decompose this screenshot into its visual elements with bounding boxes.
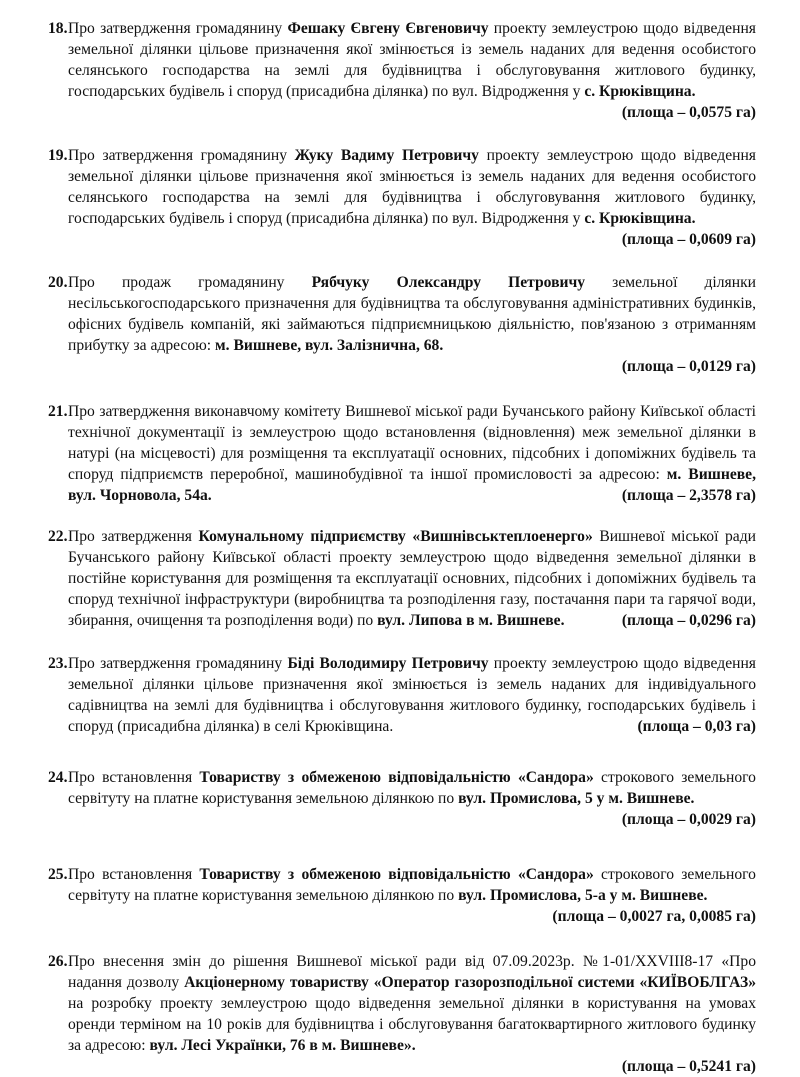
list-item	[48, 526, 756, 631]
item-number: 18 .	[48, 18, 68, 39]
item-number: 23 .	[48, 653, 68, 674]
item-number: 21 .	[48, 401, 68, 422]
organization-name: Комунальному підприємству «Вишнівськтеплоенерго»	[198, 528, 593, 545]
item-number: 22 .	[48, 526, 68, 547]
item-text: Про внесення змін до рішення Вишневої міської ради від 07.09.2023р. №1-01/XXVIII8-17 «Про надання дозволу	[68, 953, 756, 991]
list-item	[48, 653, 756, 737]
person-name: Жуку Вадиму Петровичу	[294, 147, 479, 164]
item-number: 20 .	[48, 272, 68, 293]
item-text: земельної ділянки несільськогосподарського призначення для будівництва та обслуговування адміністративних будинків, офісних будівель компаній, які займаються підприємницькою діяльністю, пов'язаною з отриманням прибутку за адресою:	[68, 274, 756, 354]
location: м. Вишневе, вул. Чорновола, 54а.	[68, 466, 756, 504]
item-text: на розробку проекту землеустрою щодо відведення земельної ділянки в користування на умовах оренди терміном на 10 років для будівництва і обслуговування багатоквартирного житлового будинку за адресою:	[68, 995, 756, 1054]
item-number: 24 .	[48, 767, 68, 788]
item-text: Про затвердження громадянину	[68, 20, 288, 37]
person-name: Рябчуку Олександру Петровичу	[311, 274, 586, 291]
item-number: 19 .	[48, 145, 68, 166]
item-text: Про встановлення	[68, 769, 200, 786]
person-name: Біді Володимиру Петровичу	[287, 655, 489, 672]
item-number: 26 .	[48, 951, 68, 972]
location: вул. Промислова, 5 у м. Вишневе.	[458, 790, 695, 807]
organization-name: Товариству з обмеженою відповідальністю «Сандора»	[199, 769, 594, 786]
list-item	[48, 18, 756, 123]
list-item	[48, 272, 756, 377]
item-text: Про продаж громадянину	[68, 274, 312, 291]
location: вул. Промислова, 5-а у м. Вишневе.	[458, 887, 708, 904]
area-value: (площа – 2,3578 га)	[621, 487, 756, 504]
location: м. Вишневе, вул. Залізнична, 68.	[215, 337, 444, 354]
item-text: Вишневої міської ради Бучанського району Київської області проекту землеустрою щодо відведення земельної ділянки в постійне користування для розміщення та експлуатації основних, підсобних і допоміжних будівель та споруд технічної інфраструктури (виробництва та розподілення газу, постачання пари та гарячої води, збирання, очищення та розподілення води) по	[68, 528, 756, 629]
list-item	[48, 401, 756, 506]
area-value: (площа – 0,03 га)	[637, 718, 756, 735]
item-text: строкового земельного сервітуту на платне користування земельною ділянкою по	[68, 866, 756, 904]
item-text: Про встановлення	[68, 866, 200, 883]
area-value: (площа – 0,0027 га, 0,0085 га)	[552, 908, 756, 925]
item-text: проекту землеустрою щодо відведення земельної ділянки цільове призначення якої змінюється із земель наданих для ведення особистого селянського господарства на землі для будівництва і обслуговування житлового будинку, господарських будівель і споруд (присадибна ділянка) по вул. Відродження у	[68, 20, 756, 100]
location: вул. Лесі Українки, 76 в м. Вишневе».	[149, 1037, 416, 1054]
area-value: (площа – 0,0575 га)	[621, 104, 756, 121]
location: вул. Липова в м. Вишневе.	[377, 612, 565, 629]
item-text: Про затвердження виконавчому комітету Вишневої міської ради Бучанського району Київської області технічної документації із землеустрою щодо встановлення (відновлення) меж земельної ділянки в натурі (на місцевості) для розміщення та експлуатації основних, підсобних і допоміжних будівель та споруд підприємств переробної, машинобудівної та іншої промисловості за адресою:	[68, 403, 756, 483]
item-text: Про затвердження громадянину	[68, 655, 288, 672]
item-text: Про затвердження громадянину	[68, 147, 295, 164]
item-text: проекту землеустрою щодо відведення земельної ділянки цільове призначення якої змінюється із земель наданих для індивідуального садівництва на землі для будівництва і обслуговування житлового будинку, господарських будівель і споруд (присадибна ділянка) в селі Крюківщина.	[68, 655, 756, 735]
item-text: строкового земельного сервітуту на платне користування земельною ділянкою по	[68, 769, 756, 807]
list-item	[48, 767, 756, 830]
area-value: (площа – 0,0296 га)	[621, 612, 756, 629]
organization-name: Акціонерному товариству «Оператор газорозподільної системи «КИЇВОБЛГАЗ»	[184, 974, 756, 991]
list-item	[48, 864, 756, 927]
organization-name: Товариству з обмеженою відповідальністю «Сандора»	[199, 866, 594, 883]
person-name: Фешаку Євгену Євгеновичу	[287, 20, 489, 37]
item-text: Про затвердження	[68, 528, 199, 545]
location: с. Крюківщина.	[584, 83, 696, 100]
area-value: (площа – 0,5241 га)	[621, 1058, 756, 1075]
list-item	[48, 951, 756, 1077]
area-value: (площа – 0,0609 га)	[621, 231, 756, 248]
area-value: (площа – 0,0129 га)	[621, 358, 756, 375]
area-value: (площа – 0,0029 га)	[621, 811, 756, 828]
item-text: проекту землеустрою щодо відведення земельної ділянки цільове призначення якої змінюється із земель наданих для ведення особистого селянського господарства на землі для будівництва і обслуговування житлового будинку, господарських будівель і споруд (присадибна ділянка) по вул. Відродження у	[68, 147, 756, 227]
list-item	[48, 145, 756, 250]
location: с. Крюківщина.	[584, 210, 696, 227]
item-number: 25 .	[48, 864, 68, 885]
